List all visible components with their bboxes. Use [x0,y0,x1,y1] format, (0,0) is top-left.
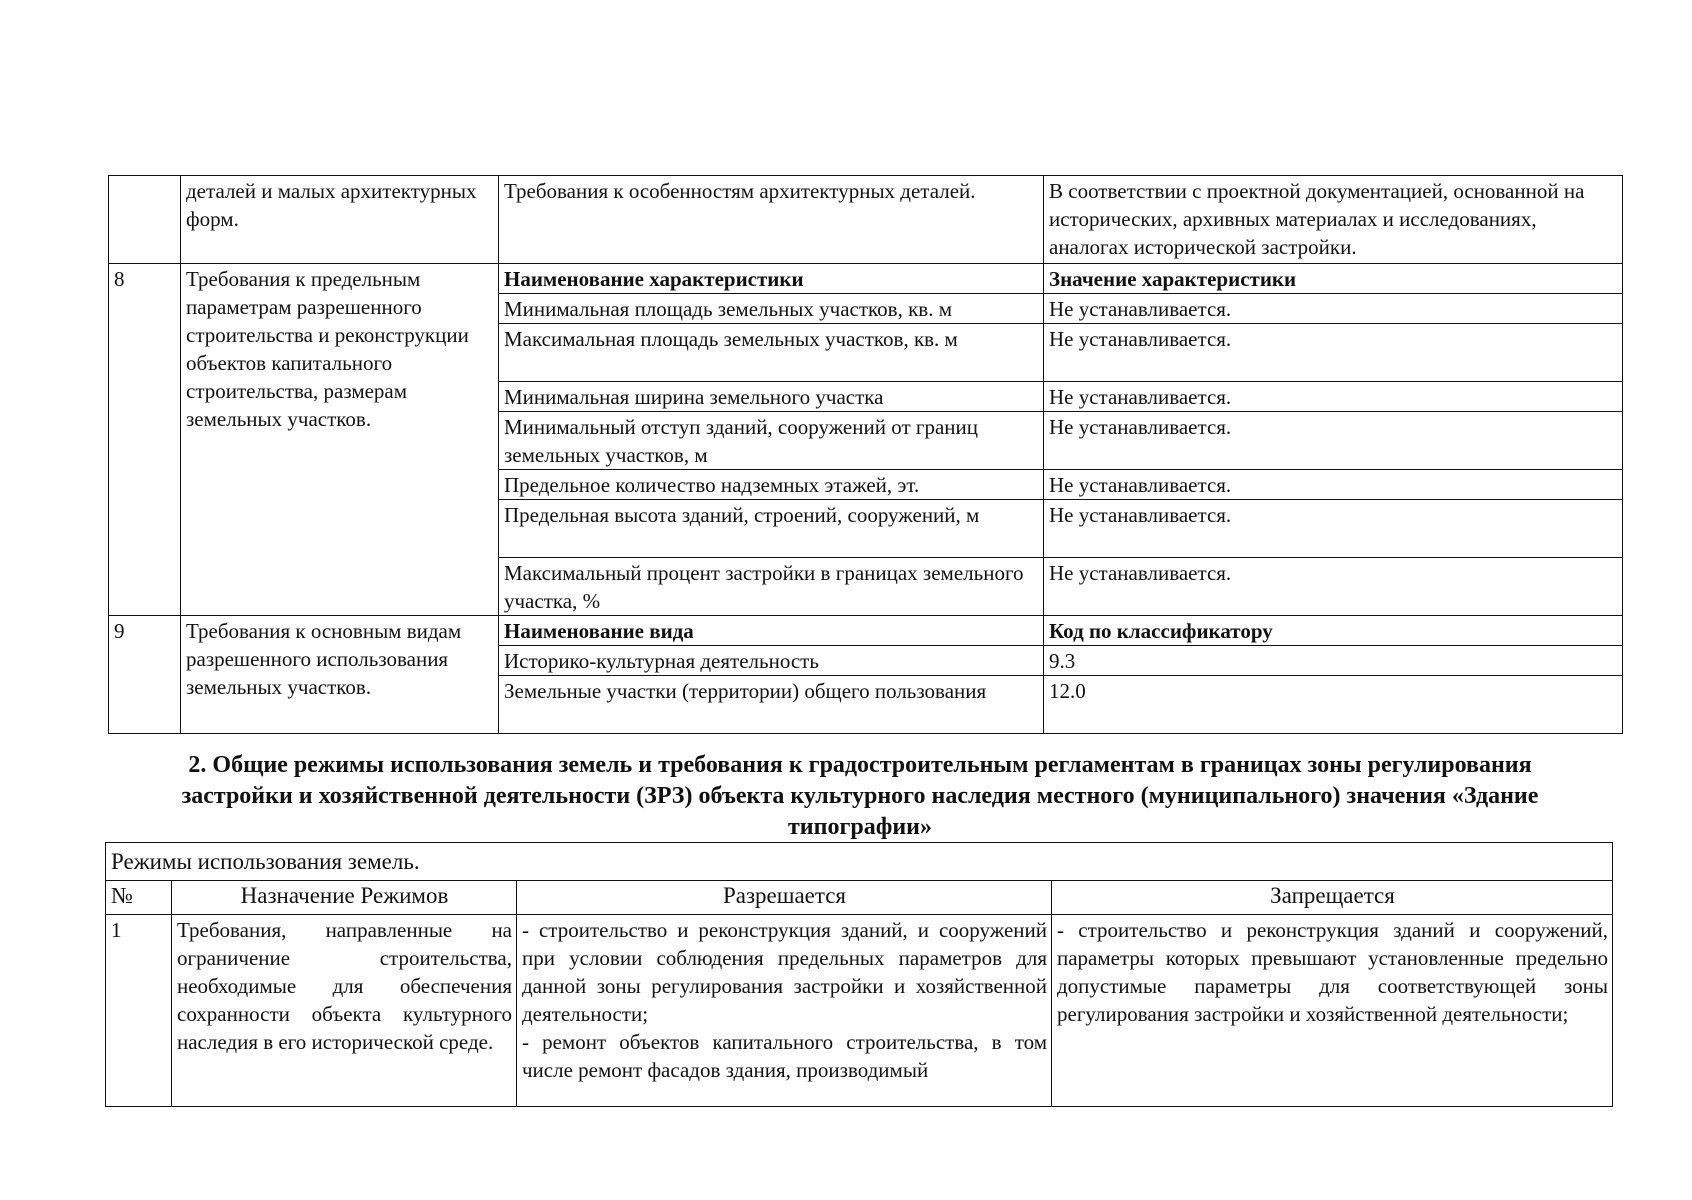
characteristic-name: Предельная высота зданий, строений, сооружений, м [499,500,1044,558]
row-number: 9 [109,616,181,734]
characteristic-name: Минимальная ширина земельного участка [499,382,1044,412]
requirement-text: Требования к особенностям архитектурных деталей. [499,176,1044,264]
column-header: № [106,881,172,915]
table-header-row [106,881,1613,915]
column-header: Код по классификатору [1044,616,1623,646]
characteristic-value: Не устанавливается. [1044,500,1623,558]
characteristic-value: Не устанавливается. [1044,412,1623,470]
column-header: Значение характеристики [1044,264,1623,294]
characteristic-name: Минимальный отступ зданий, сооружений от границ земельных участков, м [499,412,1044,470]
requirements-table [108,175,1623,734]
land-use-regimes-table [105,842,1613,1107]
allowed-item: - строительство и реконструкция зданий, и сооружений при условии соблюдения предельных параметров для данной зоны регулирования застройки и хозяйственной деятельности; [522,918,1047,1026]
characteristic-name: Предельное количество надземных этажей, эт. [499,470,1044,500]
regime-purpose: Требования, направленные на ограничение строительства, необходимые для обеспечения сохранности объекта культурного наследия в его исторической среде. [172,915,517,1107]
column-header: Запрещается [1052,881,1613,915]
column-header: Назначение Режимов [172,881,517,915]
column-header: Наименование характеристики [499,264,1044,294]
allowed-item: - ремонт объектов капитального строительства, в том числе ремонт фасадов здания, производимый [522,1030,1047,1082]
table-row [109,264,1623,294]
table-caption-row [106,843,1613,881]
requirement-title: деталей и малых архитектурных форм. [181,176,499,264]
use-type-name: Историко-культурная деятельность [499,646,1044,676]
characteristic-name: Минимальная площадь земельных участков, кв. м [499,294,1044,324]
characteristic-value: Не устанавливается. [1044,382,1623,412]
allowed-cell [517,915,1052,1107]
row-number [109,176,181,264]
table-row [109,176,1623,264]
use-type-code: 12.0 [1044,676,1623,734]
characteristic-name: Максимальная площадь земельных участков, кв. м [499,324,1044,382]
characteristic-name: Максимальный процент застройки в границах земельного участка, % [499,558,1044,616]
use-type-code: 9.3 [1044,646,1623,676]
requirement-title: Требования к основным видам разрешенного использования земельных участков. [181,616,499,734]
table-row [106,915,1613,1107]
table-caption: Режимы использования земель. [106,843,1613,881]
row-number: 1 [106,915,172,1107]
table-row [109,616,1623,646]
requirement-value: В соответствии с проектной документацией, основанной на исторических, архивных материалах и исследованиях, аналогах исторической застройки. [1044,176,1623,264]
characteristic-value: Не устанавливается. [1044,324,1623,382]
row-number: 8 [109,264,181,616]
column-header: Наименование вида [499,616,1044,646]
characteristic-value: Не устанавливается. [1044,470,1623,500]
forbidden-cell: - строительство и реконструкция зданий и сооружений, параметры которых превышают установленные предельно допустимые параметры для соответствующей зоны регулирования застройки и хозяйственной деятельности; [1052,915,1613,1107]
use-type-name: Земельные участки (территории) общего пользования [499,676,1044,734]
characteristic-value: Не устанавливается. [1044,558,1623,616]
characteristic-value: Не устанавливается. [1044,294,1623,324]
section-heading: 2. Общие режимы использования земель и требования к градостроительным регламентам в границах зоны регулирования застройки и хозяйственной деятельности (ЗРЗ) объекта культурного наследия местного (муниципального) значения «Здание типографии» [181,752,1539,840]
requirement-title: Требования к предельным параметрам разрешенного строительства и реконструкции объектов капитального строительства, размерам земельных участков. [181,264,499,616]
column-header: Разрешается [517,881,1052,915]
